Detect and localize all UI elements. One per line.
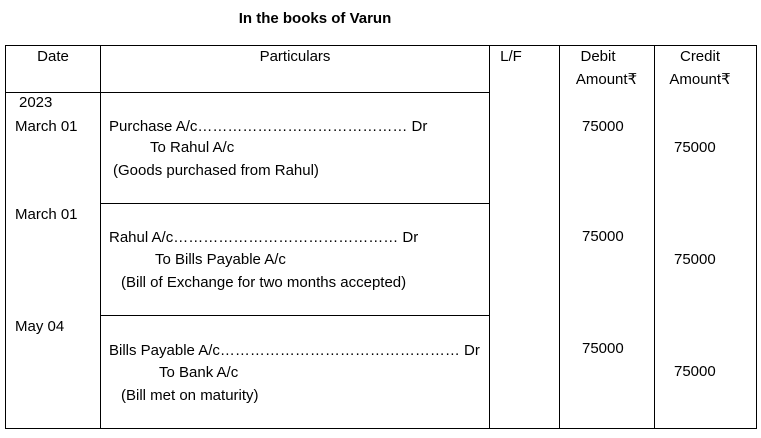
header-debit-unit: Amount₹ [575,71,638,88]
entry-narration: (Bill met on maturity) [121,387,259,404]
header-debit: Debit [580,48,616,65]
entry-credit-account: To Bills Payable A/c [155,251,286,268]
column-divider [654,45,655,429]
header-divider [5,92,101,93]
column-divider [100,45,101,429]
entry-debit-amount: 75000 [582,118,624,135]
header-date: Date [37,48,69,65]
entry-date: May 04 [15,318,65,335]
entry-credit-amount: 75000 [674,363,716,380]
entry-date: March 01 [15,206,78,223]
entry-debit-account: Rahul A/c……………………………………… Dr [109,229,419,246]
entry-year: 2023 [19,94,53,111]
header-divider [100,92,490,93]
entry-divider [100,203,490,204]
entry-divider [100,315,490,316]
table-border-left [5,45,6,429]
header-lf: L/F [500,48,522,65]
journal-title: In the books of Varun [238,10,392,27]
entry-date: March 01 [15,118,78,135]
entry-credit-amount: 75000 [674,139,716,156]
entry-credit-account: To Bank A/c [159,364,239,381]
entry-debit-amount: 75000 [582,340,624,357]
entry-debit-account: Purchase A/c…………………………………… Dr [109,118,428,135]
table-border-right [756,45,757,429]
entry-debit-account: Bills Payable A/c………………………………………… Dr [109,342,480,359]
entry-debit-amount: 75000 [582,228,624,245]
header-credit-unit: Amount₹ [669,71,731,88]
table-border-top [5,45,757,46]
table-border-bottom [5,428,757,429]
header-particulars: Particulars [259,48,331,65]
entry-narration: (Goods purchased from Rahul) [113,162,319,179]
header-credit: Credit [679,48,720,65]
column-divider [559,45,560,429]
entry-narration: (Bill of Exchange for two months accepted) [121,274,407,291]
entry-credit-amount: 75000 [674,251,716,268]
entry-credit-account: To Rahul A/c [150,139,235,156]
column-divider [489,45,490,429]
